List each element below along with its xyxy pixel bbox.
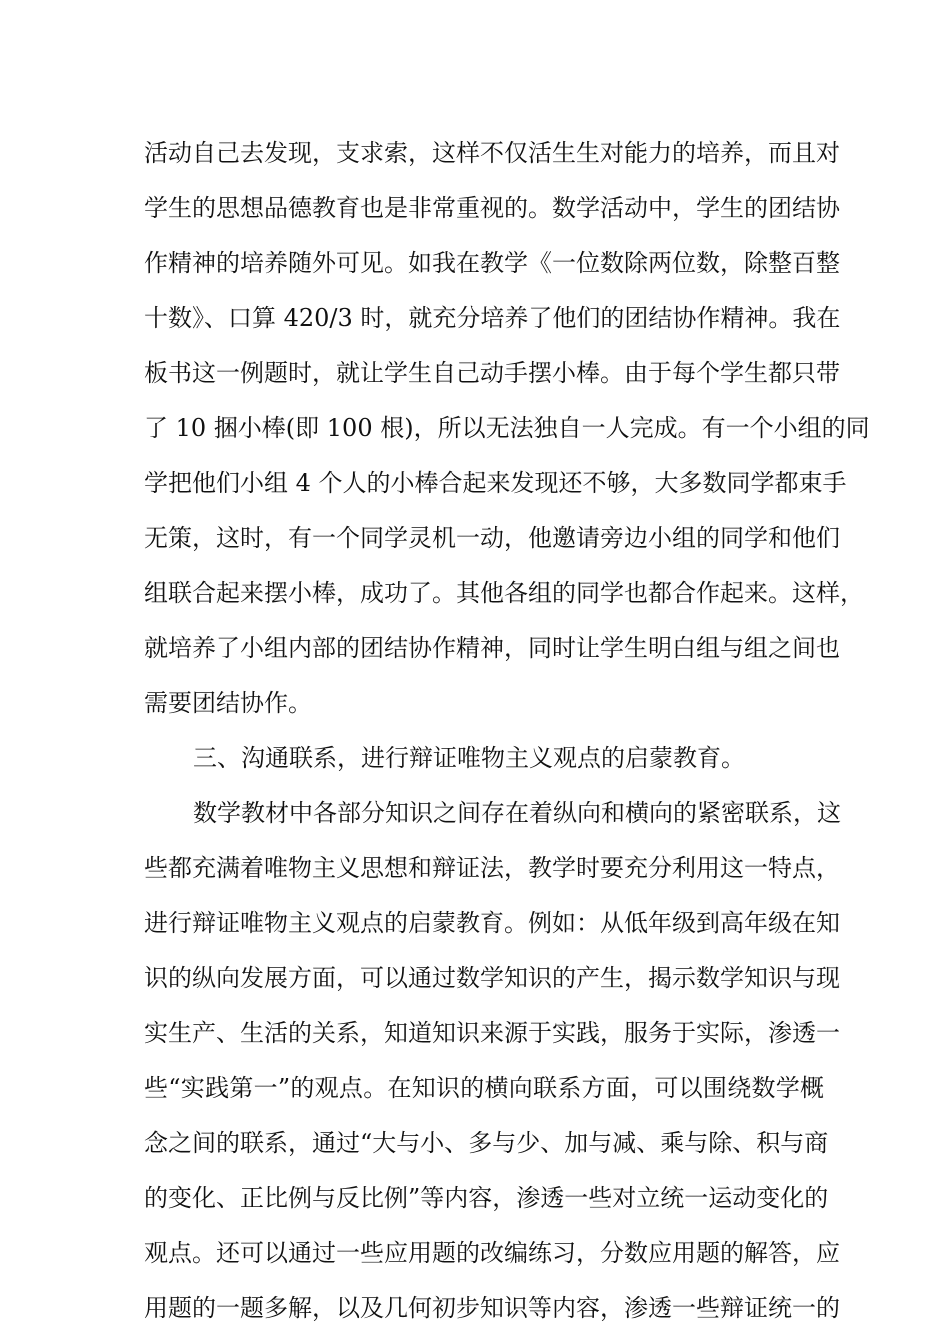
paragraph-line: 板书这一例题时，就让学生自己动手摆小棒。由于每个学生都只带 [144,359,840,387]
paragraph-line: 学把他们小组 4 个人的小棒合起来发现还不够，大多数同学都束手 [144,469,847,497]
paragraph-line: 了 10 捆小棒(即 100 根)，所以无法独自一人完成。有一个小组的同 [144,414,870,442]
paragraph-line: 十数》、口算 420/3 时，就充分培养了他们的团结协作精神。我在 [144,304,841,332]
paragraph-line: 需要团结协作。 [144,689,312,717]
paragraph-line: 就培养了小组内部的团结协作精神，同时让学生明白组与组之间也 [144,634,840,662]
paragraph-line: 识的纵向发展方面，可以通过数学知识的产生，揭示数学知识与现 [144,964,840,992]
paragraph-line: 数学教材中各部分知识之间存在着纵向和横向的紧密联系，这 [193,799,841,827]
section-heading: 三、沟通联系，进行辩证唯物主义观点的启蒙教育。 [193,744,745,772]
paragraph-line: 进行辩证唯物主义观点的启蒙教育。例如：从低年级到高年级在知 [144,909,840,937]
paragraph-line: 用题的一题多解，以及几何初步知识等内容，渗透一些辩证统一的 [144,1294,840,1322]
paragraph-line: 组联合起来摆小棒，成功了。其他各组的同学也都合作起来。这样， [144,579,864,607]
paragraph-line: 些都充满着唯物主义思想和辩证法，教学时要充分利用这一特点， [144,854,840,882]
paragraph-line: 学生的思想品德教育也是非常重视的。数学活动中，学生的团结协 [144,194,840,222]
paragraph-line: 实生产、生活的关系，知道知识来源于实践，服务于实际，渗透一 [144,1019,840,1047]
paragraph-line: 无策，这时，有一个同学灵机一动，他邀请旁边小组的同学和他们 [144,524,840,552]
paragraph-line: 些“实践第一”的观点。在知识的横向联系方面，可以围绕数学概 [144,1074,824,1102]
paragraph-line: 的变化、正比例与反比例”等内容，渗透一些对立统一运动变化的 [144,1184,829,1212]
paragraph-line: 作精神的培养随外可见。如我在教学《一位数除两位数，除整百整 [144,249,840,277]
paragraph-line: 活动自己去发现，支求索，这样不仅活生生对能力的培养，而且对 [144,139,840,167]
paragraph-line: 观点。还可以通过一些应用题的改编练习，分数应用题的解答，应 [144,1239,840,1267]
paragraph-line: 念之间的联系，通过“大与小、多与少、加与减、乘与除、积与商 [144,1129,829,1157]
